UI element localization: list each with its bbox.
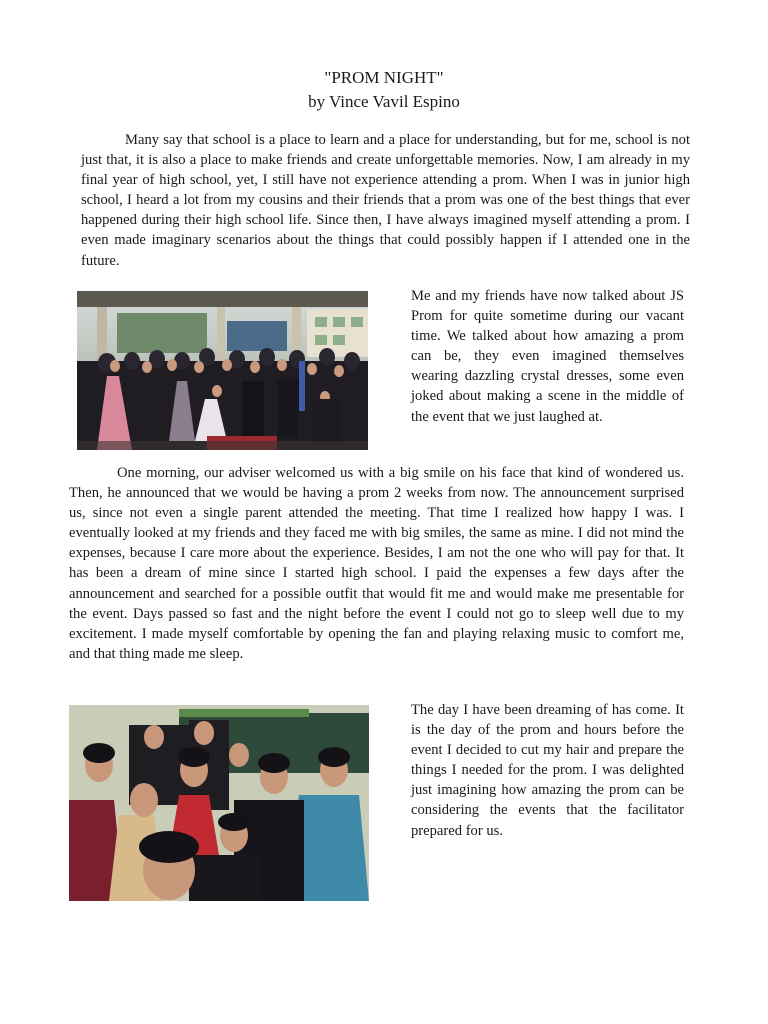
paragraph-friends-talk: Me and my friends have now talked about JS Prom for quite sometime during our vacant time. We talked about how amazing a prom can be, they even imagined themselves wearing dazzling crystal dresses, some even joked about making a scene in the middle of the event that we just laughed at. <box>411 288 684 425</box>
group-photo-outdoor-stage <box>77 291 368 450</box>
group-selfie-classroom <box>69 705 369 901</box>
title-block <box>0 66 768 114</box>
document-title: "PROM NIGHT" <box>324 68 444 87</box>
group-photo-outdoor-graphic <box>77 291 368 450</box>
paragraph-intro: Many say that school is a place to learn and a place for understanding, but for me, school is not just that, it is also a place to make friends and create unforgettable memories. Now, I am already in my final year of high school, yet, I still have not experience attending a prom. When I was in junior high school, I heard a lot from my cousins and their friends that a prom was one of the best things that ever happened during their high school life. Since then, I have always imagined myself attending a prom. I even made imaginary scenarios about the things that could possibly happen if I attended one in the future. <box>81 132 690 269</box>
group-selfie-graphic <box>69 705 369 901</box>
paragraph-prom-day: The day I have been dreaming of has come. It is the day of the prom and hours before the event I decided to cut my hair and prepare the things I needed for the prom. I was delighted just imagining how amazing the prom can be considering the events that the facilitator prepared for us. <box>411 702 684 839</box>
document-byline: by Vince Vavil Espino <box>308 92 460 111</box>
paragraph-announcement: One morning, our adviser welcomed us with a big smile on his face that kind of wondered us. Then, he announced that we would be having a prom 2 weeks from now. The announcement surprised us, since not even a single parent attended the meeting. That time I realized how happy I was. I eventually looked at my friends and they faced me with big smiles, the same as mine. I did not mind the expenses, because I care more about the experience. Besides, I am not the one who will pay for that. It has been a dream of mine since I started high school. I paid the expenses a few days after the announcement and searched for a possible outfit that would fit me and would make me presentable for the event. Days passed so fast and the night before the event I could not go to sleep well due to my excitement. I made myself comfortable by opening the fan and playing relaxing music to comfort me, and that thing made me sleep. <box>69 465 684 662</box>
